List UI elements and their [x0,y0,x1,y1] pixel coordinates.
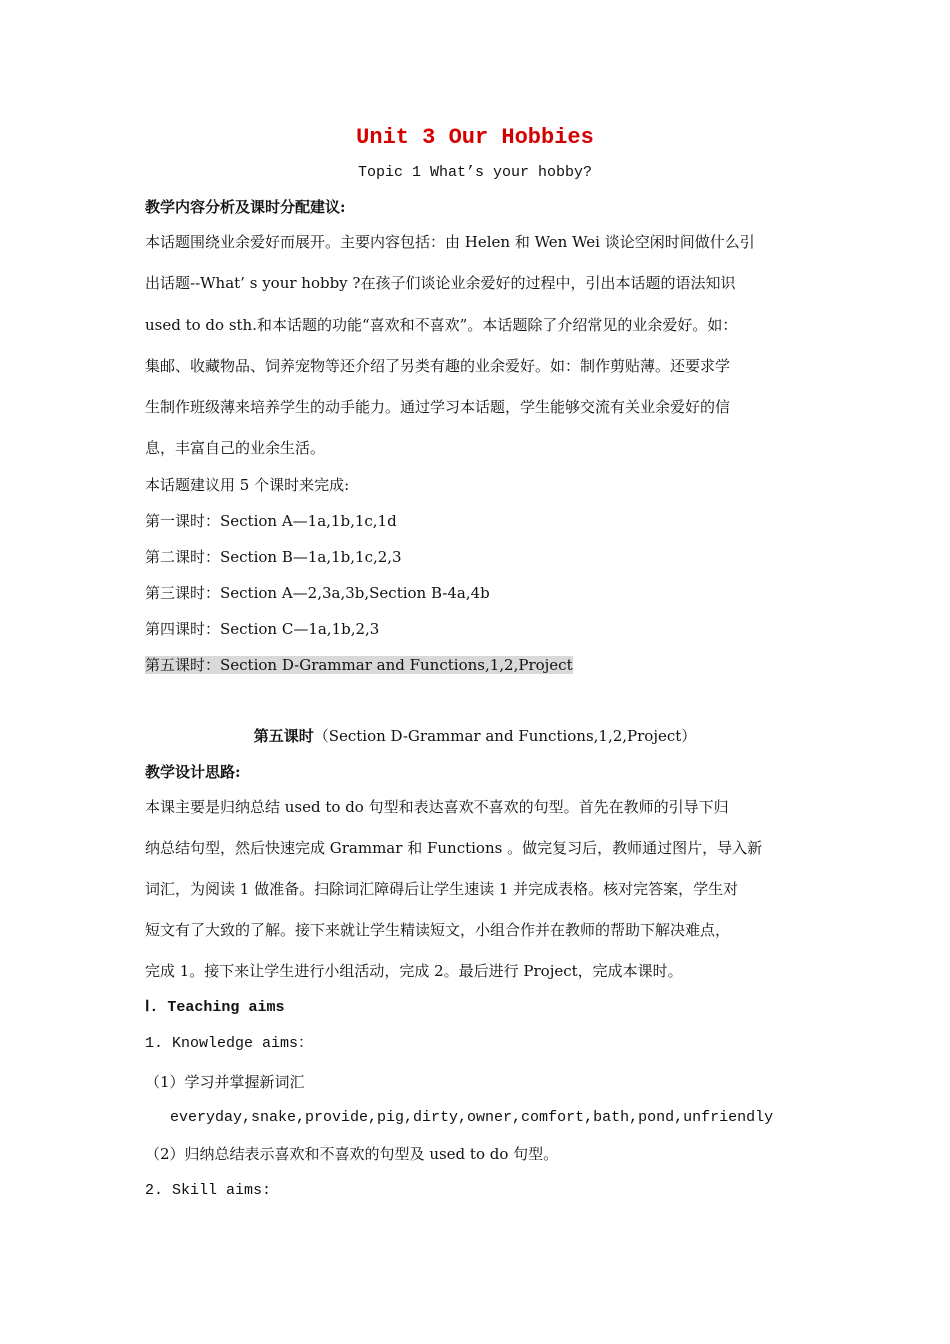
analysis-line: used to do sth.和本话题的功能“喜欢和不喜欢”。本话题除了介绍常见的业余爱好。如： [145,316,738,334]
knowledge-item: （2）归纳总结表示喜欢和不喜欢的句型及 used to do 句型。 [145,1145,559,1163]
analysis-heading: 教学内容分析及课时分配建议: [145,198,346,216]
period-item: 第一课时：Section A—1a,1b,1c,1d [145,512,397,530]
design-line: 短文有了大致的了解。接下来就让学生精读短文，小组合作并在教师的帮助下解决难点， [145,921,731,939]
period-item: 第二课时：Section B—1a,1b,1c,2,3 [145,548,402,566]
knowledge-item: （1）学习并掌握新词汇 [145,1073,305,1091]
design-line: 完成 1。接下来让学生进行小组活动，完成 2。最后进行 Project，完成本课时。 [145,962,683,980]
lesson-heading-en: （Section D-Grammar and Functions,1,2,Project） [313,727,697,745]
teaching-aims-heading: Ⅰ. Teaching aims [145,999,285,1016]
design-line: 纳总结句型，然后快速完成 Grammar 和 Functions 。做完复习后，教师通过图片，导入新 [145,839,763,857]
page-title: Unit 3 Our Hobbies [356,125,594,150]
lesson-heading [0,726,950,746]
period-item: 第四课时：Section C—1a,1b,2,3 [145,620,380,638]
lesson-heading-cn: 第五课时 [253,727,314,745]
design-line: 本课主要是归纳总结 used to do 句型和表达喜欢不喜欢的句型。首先在教师的引导下归 [145,798,729,816]
period-item: 第三课时：Section A—2,3a,3b,Section B-4a,4b [145,584,490,602]
design-heading: 教学设计思路: [145,763,241,781]
plan-intro: 本话题建议用 5 个课时来完成: [145,476,350,494]
analysis-line: 生制作班级薄来培养学生的动手能力。通过学习本话题，学生能够交流有关业余爱好的信 [145,398,731,416]
period-item-highlighted: 第五课时：Section D-Grammar and Functions,1,2,Project [145,656,573,674]
topic-subtitle: Topic 1 What’s your hobby? [357,164,593,181]
analysis-line: 息，丰富自己的业余生活。 [145,439,326,457]
analysis-line: 集邮、收藏物品、饲养宠物等还介绍了另类有趣的业余爱好。如：制作剪贴薄。还要求学 [145,357,731,375]
skill-aims-heading: 2. Skill aims: [145,1182,272,1199]
knowledge-aims-heading: 1. Knowledge aims： [145,1035,314,1052]
analysis-line: 出话题--What’ s your hobby ?在孩子们谈论业余爱好的过程中，引出本话题的语法知识 [145,274,736,292]
vocabulary-list: everyday,snake,provide,pig,dirty,owner,comfort,bath,pond,unfriendly [170,1109,774,1126]
design-line: 词汇，为阅读 1 做准备。扫除词汇障碍后让学生速读 1 并完成表格。核对完答案，学生对 [145,880,739,898]
analysis-line: 本话题围绕业余爱好而展开。主要内容包括：由 Helen 和 Wen Wei 谈论空闲时间做什么引 [145,233,755,251]
